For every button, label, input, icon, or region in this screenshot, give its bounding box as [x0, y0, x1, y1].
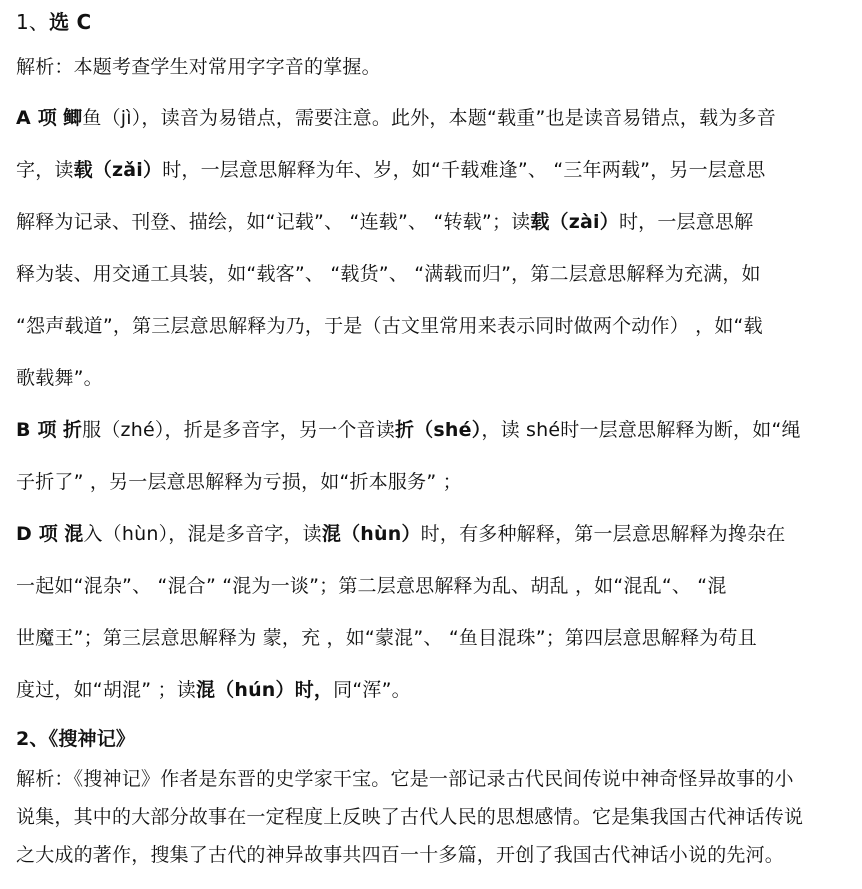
q2-analysis-line-3: 之大成的著作，搜集了古代的神异故事共四百一十多篇，开创了我国古代神话小说的先河。 — [16, 844, 785, 866]
text-segment: 时，一层意思解释为年、岁，如“千载难逢”、 “三年两载”，另一层意思 — [162, 159, 766, 181]
option-a-char: 鲫 — [63, 107, 83, 129]
text-segment: 度过，如“胡混” ；读 — [16, 679, 196, 701]
option-b-label: B 项 — [16, 419, 57, 441]
q1-number: 1、 — [16, 10, 50, 34]
pronunciation-hun4: 混（hùn） — [321, 523, 421, 545]
q1-analysis: 解析：本题考查学生对常用字字音的掌握。 — [16, 56, 381, 78]
q2-analysis-line-2: 说集，其中的大部分故事在一定程度上反映了古代人民的思想感情。它是集我国古代神话传说 — [16, 806, 804, 828]
q1-option-d-line-2: 一起如“混杂”、 “混合” “混为一谈”；第二层意思解释为乱、胡乱 ，如“混乱“、 “混 — [16, 575, 727, 597]
q1-option-a-line-6: 歌载舞”。 — [16, 367, 103, 389]
q1-option-b-line-1 — [16, 417, 801, 443]
option-d-char: 混 — [64, 523, 84, 545]
q1-option-d-line-1 — [16, 521, 785, 547]
q1-option-d-line-3: 世魔王”；第三层意思解释为 蒙，充 ，如“蒙混”、 “鱼目混珠”；第四层意思解释为苟且 — [16, 627, 757, 649]
q2-answer: 《搜神记》 — [48, 728, 136, 750]
option-a-label: A 项 — [16, 107, 57, 129]
text-segment: 字，读 — [16, 159, 74, 181]
pronunciation-zai4: 载（zài） — [530, 211, 619, 233]
text-segment: 解释为记录、刊登、描绘，如“记载”、 “连载”、 “转载”；读 — [16, 211, 531, 233]
q1-option-d-line-4 — [16, 677, 411, 703]
q2-analysis-line-1: 解析：《搜神记》作者是东晋的史学家干宝。它是一部记录古代民间传说中神奇怪异故事的小 — [16, 768, 794, 790]
q1-answer: 选 C — [49, 10, 92, 34]
q1-option-a-line-3 — [16, 209, 753, 235]
pronunciation-zai3: 载（zǎi） — [73, 159, 163, 181]
q1-option-a-line-4: 释为装、用交通工具装，如“载客”、 “载货”、 “满载而归”，第二层意思解释为充满，如 — [16, 263, 761, 285]
q1-heading — [16, 9, 91, 35]
q1-option-a-line-2 — [16, 157, 765, 183]
text-segment: 时，一层意思解 — [618, 211, 754, 233]
option-b-char: 折 — [62, 419, 83, 441]
text-segment: ，读 shé时一层意思解释为断，如“绳 — [481, 419, 801, 441]
pronunciation-she: 折（shé） — [394, 419, 482, 441]
option-a-text: 鱼（jì），读音为易错点，需要注意。此外，本题“载重”也是读音易错点，载为多音 — [82, 107, 776, 129]
pronunciation-hun2: 混（hún）时， — [195, 679, 334, 701]
q1-option-b-line-2: 子折了” ，另一层意思解释为亏损，如“折本服务” ； — [16, 471, 462, 493]
text-segment: 同“浑”。 — [333, 679, 411, 701]
text-segment: 入（hùn），混是多音字，读 — [83, 523, 322, 545]
q2-number: 2、 — [16, 728, 49, 750]
option-d-label: D 项 — [16, 523, 58, 545]
text-segment: 时，有多种解释，第一层意思解释为搀杂在 — [420, 523, 786, 545]
q2-heading — [16, 726, 135, 752]
q1-option-a-line-1 — [16, 105, 776, 131]
text-segment: 服（zhé），折是多音字，另一个音读 — [82, 419, 395, 441]
q1-option-a-line-5: “怨声载道”，第三层意思解释为乃，于是（古文里常用来表示同时做两个动作） ，如“载 — [16, 315, 763, 337]
